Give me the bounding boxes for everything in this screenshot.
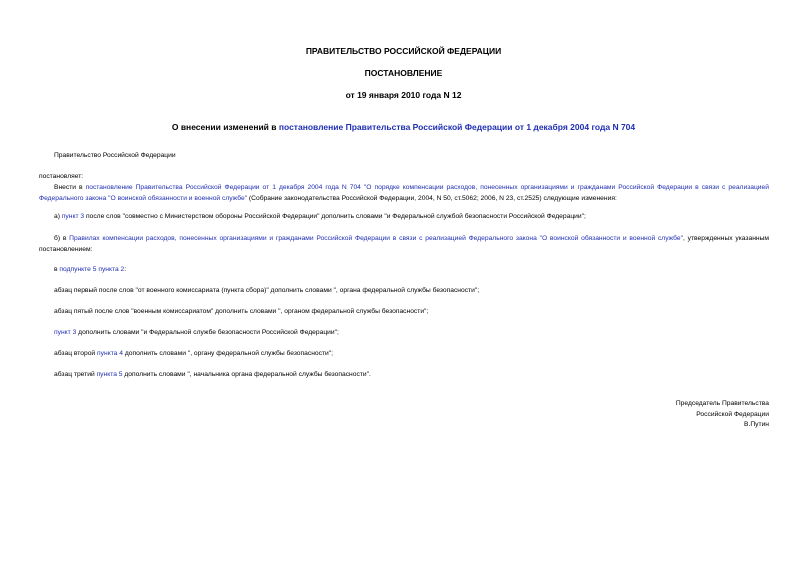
item-a-text: после слов "совместно с Министерством обороны Российской Федерации" дополнить словами "и Федеральной службой безопасности Российской Федерации"; bbox=[84, 213, 586, 220]
signature-org: Российской Федерации bbox=[696, 410, 769, 418]
para-4-text: дополнить словами ", органу федеральной службы безопасности"; bbox=[122, 350, 333, 357]
para-3-text: дополнить словами "и Федеральной службе безопасности Российской Федерации"; bbox=[76, 329, 339, 336]
para-3-link[interactable]: пункт 3 bbox=[54, 329, 77, 336]
para-2: абзац пятый после слов "военным комиссариатом" дополнить словами ", органом федеральной службы безопасности"; bbox=[54, 308, 429, 315]
para-5-prefix: абзац третий bbox=[54, 371, 97, 378]
sub-intro-link[interactable]: подпункте 5 пункта 2 bbox=[59, 266, 125, 273]
item-a-paragraph bbox=[39, 211, 769, 222]
item-b-prefix: б) в bbox=[54, 235, 70, 242]
para-5-text: дополнить словами ", начальника органа федеральной службы безопасности". bbox=[122, 371, 371, 378]
item-b-text: , утвержденных указанным постановлением: bbox=[39, 235, 769, 254]
intro-text-2: (Собрание законодательства Российской Федерации, 2004, N 50, ст.5062; 2006, N 23, ст.2525) следующие изменения: bbox=[247, 195, 617, 203]
header-date-number: от 19 января 2010 года N 12 bbox=[345, 90, 462, 100]
signature-name: В.Путин bbox=[744, 421, 769, 429]
subject-link[interactable]: постановление Правительства Российской Федерации от 1 декабря 2004 года N 704 bbox=[278, 122, 636, 132]
item-b-paragraph bbox=[39, 233, 769, 256]
signature-block bbox=[676, 399, 769, 431]
para-4 bbox=[39, 348, 769, 359]
header-org: ПРАВИТЕЛЬСТВО РОССИЙСКОЙ ФЕДЕРАЦИИ bbox=[305, 46, 502, 56]
para-5-link[interactable]: пункта 5 bbox=[96, 371, 123, 378]
sub-intro-paragraph bbox=[39, 264, 769, 275]
sub-intro-prefix: в bbox=[54, 266, 60, 273]
intro-link[interactable]: постановление Правительства Российской Федерации от 1 декабря 2004 года N 704 "О порядке компенсации расходов, понесенных организациями и гражданами Российской Федерации в связи с реализацией Федерального закона "О воинской обязанности и военной службе" bbox=[39, 184, 769, 203]
para-5 bbox=[39, 369, 769, 380]
header-doc-type: ПОСТАНОВЛЕНИЕ bbox=[364, 68, 443, 78]
subject-prefix: О внесении изменений в bbox=[171, 122, 279, 132]
item-a-prefix: а) bbox=[54, 213, 62, 220]
resolves-line: постановляет: bbox=[39, 173, 84, 180]
signature-title: Председатель Правительства bbox=[675, 400, 769, 407]
para-4-prefix: абзац второй bbox=[54, 350, 98, 357]
intro-text-1: Внести в bbox=[54, 184, 86, 191]
intro-paragraph bbox=[39, 182, 769, 205]
para-3 bbox=[39, 327, 769, 338]
para-1: абзац первый после слов "от военного комиссариата (пункта сбора)" дополнить словами ", органа федеральной службы безопасности"; bbox=[54, 287, 480, 294]
item-a-link[interactable]: пункт 3 bbox=[61, 213, 85, 220]
para-4-link[interactable]: пункта 4 bbox=[97, 350, 123, 357]
sub-intro-text: : bbox=[124, 266, 127, 273]
document-subject bbox=[0, 122, 807, 132]
item-b-link[interactable]: Правилах компенсации расходов, понесенных организациями и гражданами Российской Федерации в связи с реализацией Федерального закона "О воинской обязанности и военной службе" bbox=[69, 235, 684, 242]
government-line: Правительство Российской Федерации bbox=[54, 152, 176, 159]
